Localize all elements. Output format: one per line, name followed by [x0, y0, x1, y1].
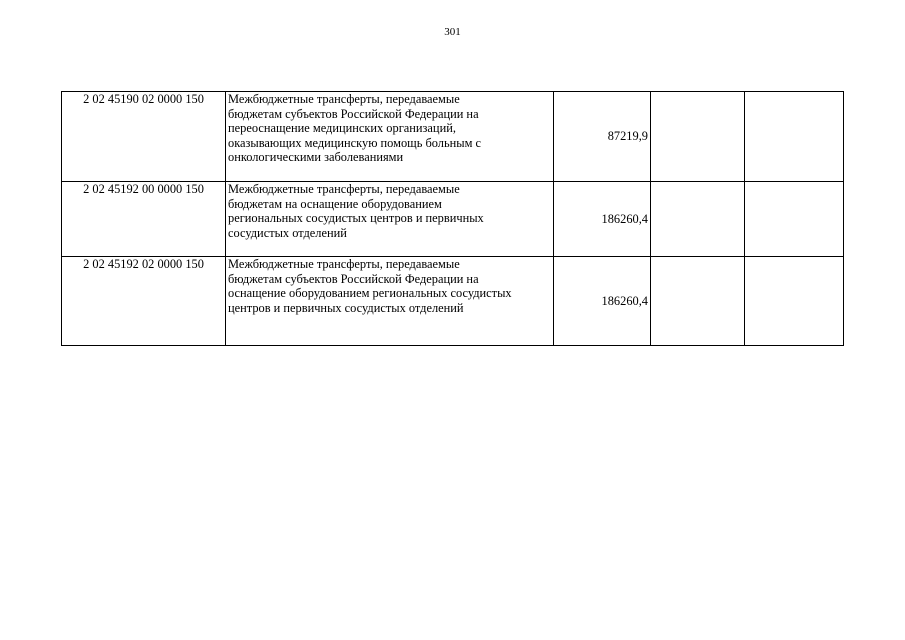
- amount-cell: 186260,4: [554, 182, 651, 257]
- page-number: 301: [444, 26, 461, 38]
- description-line: сосудистых отделений: [228, 225, 347, 240]
- description-cell: [226, 182, 554, 257]
- description-line: Межбюджетные трансферты, передаваемые: [228, 182, 460, 196]
- description-line: оснащение оборудованием региональных сосудистых: [228, 286, 512, 301]
- description-line: Межбюджетные трансферты, передаваемые: [228, 257, 460, 271]
- amount-cell: 87219,9: [554, 92, 651, 182]
- empty-cell: [745, 257, 844, 346]
- description-cell: [226, 257, 554, 346]
- description-line: бюджетам на оснащение оборудованием: [228, 196, 442, 211]
- description-line: Межбюджетные трансферты, передаваемые: [228, 92, 460, 106]
- description-line: региональных сосудистых центров и первичных: [228, 211, 484, 226]
- description-cell: [226, 92, 554, 182]
- budget-table: [61, 91, 844, 346]
- table-row: [62, 92, 844, 182]
- empty-cell: [745, 92, 844, 182]
- description-line: бюджетам субъектов Российской Федерации на: [228, 271, 479, 286]
- description-line: переоснащение медицинских организаций,: [228, 121, 456, 136]
- description-line: оказывающих медицинскую помощь больным с: [228, 135, 482, 150]
- description-line: центров и первичных сосудистых отделений: [228, 300, 464, 315]
- budget-code-cell: 2 02 45192 00 0000 150: [62, 182, 226, 257]
- description-line: бюджетам субъектов Российской Федерации на: [228, 106, 479, 121]
- empty-cell: [651, 92, 745, 182]
- table-row: [62, 182, 844, 257]
- empty-cell: [651, 182, 745, 257]
- empty-cell: [745, 182, 844, 257]
- empty-cell: [651, 257, 745, 346]
- amount-cell: 186260,4: [554, 257, 651, 346]
- budget-code-cell: 2 02 45190 02 0000 150: [62, 92, 226, 182]
- description-line: онкологическими заболеваниями: [228, 150, 404, 165]
- table-row: [62, 257, 844, 346]
- budget-code-cell: 2 02 45192 02 0000 150: [62, 257, 226, 346]
